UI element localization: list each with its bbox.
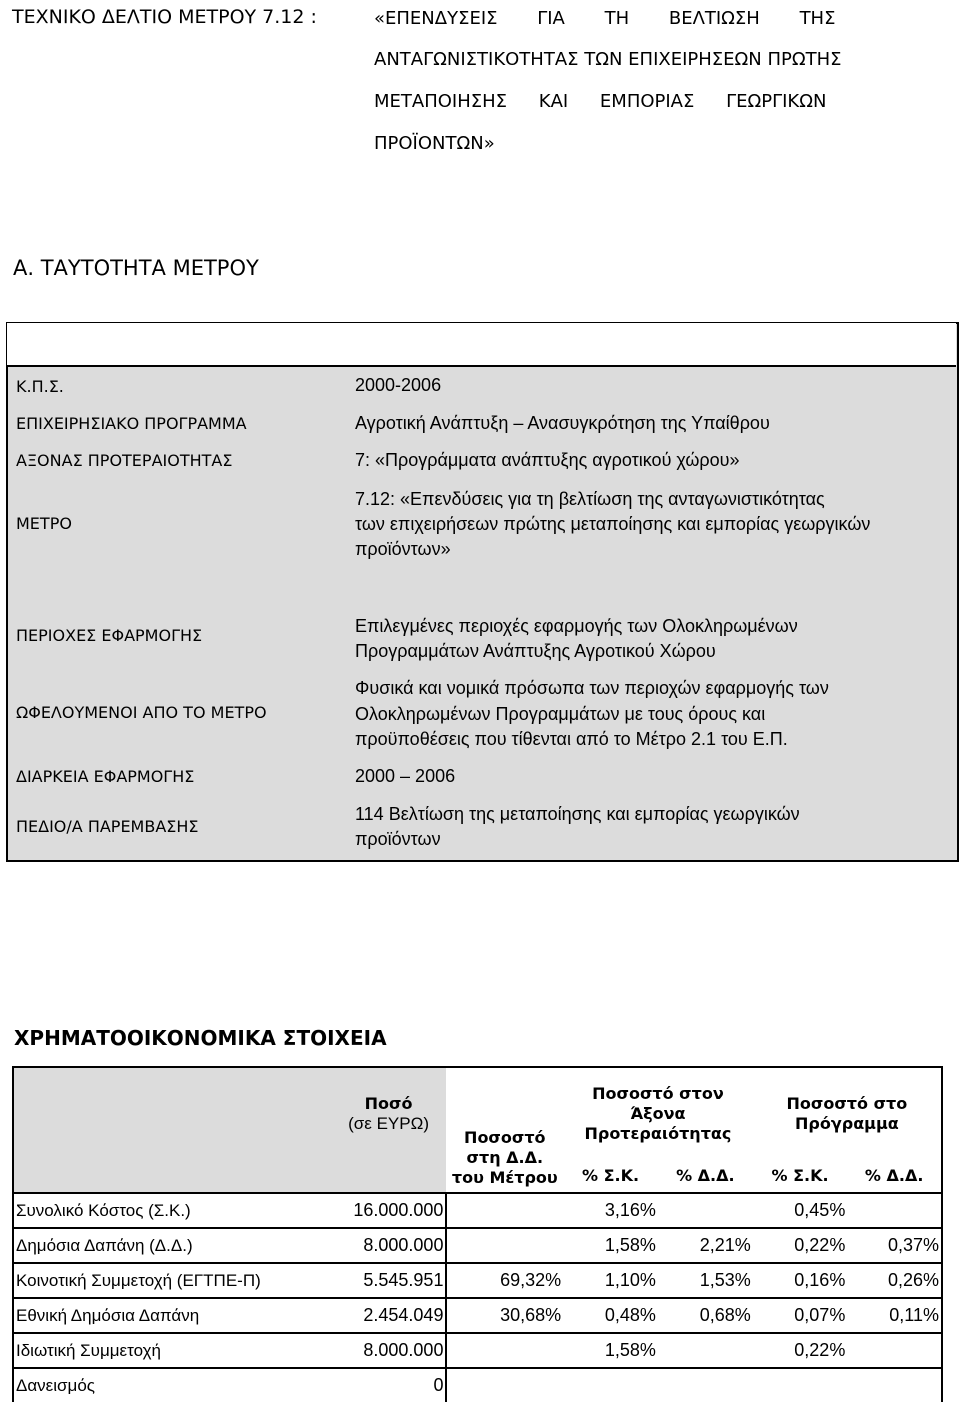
row-amount: 2.454.049 [331,1298,447,1333]
beneficiaries-value-line-1: Φυσικά και νομικά πρόσωπα των περιοχών εφαρμογής των [355,678,829,698]
duration-label: ΔΙΑΡΚΕΙΑ ΕΦΑΡΜΟΓΗΣ [16,767,195,786]
beneficiaries-label: ΩΦΕΛΟΥΜΕΝΟΙ ΑΠΟ ΤΟ ΜΕΤΡΟ [16,703,267,722]
row-axis-sk: 1,58% [563,1333,658,1368]
table-row [13,1263,942,1298]
corner-cell [13,1067,331,1159]
table-row [13,1368,942,1402]
table-row [13,1333,942,1368]
document-title-line-3: ΜΕΤΑΠΟΙΗΣΗΣ ΚΑΙ ΕΜΠΟΡΙΑΣ ΓΕΩΡΓΙΚΩΝ [374,91,827,112]
row-pct-dd [446,1333,563,1368]
row-pct-dd: 69,32% [446,1263,563,1298]
intervention-field-label: ΠΕΔΙΟ/Α ΠΑΡΕΜΒΑΣΗΣ [16,817,199,836]
beneficiaries-value-line-3: προϋποθέσεις που τίθενται από το Μέτρο 2.1 του Ε.Π. [355,729,788,749]
col-axis-header-1: Ποσοστό στον [592,1083,724,1103]
document-title-prefix: ΤΕΧΝΙΚΟ ΔΕΛΤΙΟ ΜΕΤΡΟΥ 7.12 : [12,6,317,28]
row-label: Κοινοτική Συμμετοχή (ΕΓΤΠΕ-Π) [13,1263,331,1298]
col-program-header [753,1067,942,1159]
financial-section-heading: ΧΡΗΜΑΤΟΟΙΚΟΝΟΜΙΚΑ ΣΤΟΙΧΕΙΑ [14,1026,387,1050]
row-axis-sk: 0,48% [563,1298,658,1333]
row-pct-dd [446,1228,563,1263]
row-axis-dd [658,1333,753,1368]
row-axis-dd [658,1368,753,1402]
row-prog-dd: 0,26% [847,1263,942,1298]
sub-axis-dd: % Δ.Δ. [676,1165,735,1185]
row-axis-dd: 1,53% [658,1263,753,1298]
financial-table [12,1066,943,1402]
table-row [13,1193,942,1228]
col-amount-header [331,1067,447,1159]
section-a-heading: Α. ΤΑΥΤΟΤΗΤΑ ΜΕΤΡΟΥ [13,256,259,280]
row-prog-dd: 0,37% [847,1228,942,1263]
areas-value-line-2: Προγραμμάτων Ανάπτυξης Αγροτικού Χώρου [355,641,716,661]
row-axis-dd: 0,68% [658,1298,753,1333]
row-prog-sk: 0,16% [753,1263,848,1298]
col-program-header-1: Ποσοστό στο [786,1093,908,1113]
op-label: ΕΠΙΧΕΙΡΗΣΙΑΚΟ ΠΡΟΓΡΑΜΜΑ [16,414,247,433]
subheader-blank-1 [13,1159,331,1193]
row-amount: 8.000.000 [331,1228,447,1263]
row-prog-dd: 0,11% [847,1298,942,1333]
axis-label: ΑΞΟΝΑΣ ΠΡΟΤΕΡΑΙΟΤΗΤΑΣ [16,451,233,470]
identity-box-top-band [7,323,956,367]
sub-prog-dd: % Δ.Δ. [847,1159,942,1193]
measure-value-line-2: των επιχειρήσεων πρώτης μεταποίησης και εμπορίας γεωργικών [355,514,871,534]
col-axis-header [563,1067,753,1159]
row-prog-sk: 0,22% [753,1228,848,1263]
document-title-line-1 [374,8,884,29]
row-prog-sk [753,1368,848,1402]
row-prog-dd [847,1333,942,1368]
col-pct-dd-header-2: στη Δ.Δ. [466,1148,544,1167]
measure-value-line-3: προϊόντων» [355,539,451,559]
measure-value-line-1: 7.12: «Επενδύσεις για τη βελτίωση της ανταγωνιστικότητας [355,489,825,509]
row-amount: 5.545.951 [331,1263,447,1298]
col-amount-header-2: (σε ΕΥΡΩ) [348,1113,429,1133]
row-prog-sk: 0,22% [753,1333,848,1368]
row-label: Εθνική Δημόσια Δαπάνη [13,1298,331,1333]
col-program-header-2: Πρόγραμμα [795,1113,899,1133]
intervention-field-value-line-1: 114 Βελτίωση της μεταποίησης και εμπορίας γεωργικών [355,804,800,824]
row-axis-sk: 1,10% [563,1263,658,1298]
table-row [13,1298,942,1333]
row-axis-sk [563,1368,658,1402]
col-amount-header-1: Ποσό [364,1093,413,1113]
row-axis-sk: 3,16% [563,1193,658,1228]
row-label: Ιδιωτική Συμμετοχή [13,1333,331,1368]
intervention-field-value-line-2: προϊόντων [355,829,441,849]
kps-label: Κ.Π.Σ. [16,377,64,396]
row-label: Δανεισμός [13,1368,331,1402]
row-prog-sk: 0,07% [753,1298,848,1333]
subheader-blank-2 [331,1159,447,1193]
table-row [13,1228,942,1263]
row-prog-sk: 0,45% [753,1193,848,1228]
areas-label: ΠΕΡΙΟΧΕΣ ΕΦΑΡΜΟΓΗΣ [16,626,203,645]
row-amount: 8.000.000 [331,1333,447,1368]
kps-value: 2000-2006 [355,375,442,395]
row-axis-dd: 2,21% [658,1228,753,1263]
beneficiaries-value-line-2: Ολοκληρωμένων Προγραμμάτων με τους όρους και [355,704,766,724]
row-label: Συνολικό Κόστος (Σ.Κ.) [13,1193,331,1228]
areas-value-line-1: Επιλεγμένες περιοχές εφαρμογής των Ολοκληρωμένων [355,616,798,636]
row-pct-dd [446,1193,563,1228]
document-title-line-2: ΑΝΤΑΓΩΝΙΣΤΙΚΟΤΗΤΑΣ ΤΩΝ ΕΠΙΧΕΙΡΗΣΕΩΝ ΠΡΩΤΗΣ [374,49,842,70]
title-line-1-text: «ΕΠΕΝΔΥΣΕΙΣ ΓΙΑ ΤΗ ΒΕΛΤΙΩΣΗ ΤΗΣ [374,8,836,29]
axis-value: 7: «Προγράμματα ανάπτυξης αγροτικού χώρου» [355,450,740,470]
row-amount: 16.000.000 [331,1193,447,1228]
sub-axis-sk: % Σ.Κ. [581,1165,640,1185]
col-pct-dd-header [446,1067,563,1193]
sub-prog-sk: % Σ.Κ. [771,1165,829,1185]
document-title-line-4: ΠΡΟΪΟΝΤΩΝ» [374,133,495,154]
col-pct-dd-header-3: του Μέτρου [451,1168,558,1187]
col-axis-header-2: Άξονα [630,1103,686,1123]
row-axis-dd [658,1193,753,1228]
row-axis-sk: 1,58% [563,1228,658,1263]
op-value: Αγροτική Ανάπτυξη – Ανασυγκρότηση της Υπαίθρου [355,413,770,433]
row-amount: 0 [331,1368,447,1402]
row-prog-dd [847,1193,942,1228]
row-pct-dd [446,1368,563,1402]
row-prog-dd [847,1368,942,1402]
row-label: Δημόσια Δαπάνη (Δ.Δ.) [13,1228,331,1263]
row-pct-dd: 30,68% [446,1298,563,1333]
col-axis-header-3: Προτεραιότητας [584,1123,732,1143]
col-pct-dd-header-1: Ποσοστό [464,1128,546,1147]
duration-value: 2000 – 2006 [355,766,456,786]
measure-label: ΜΕΤΡΟ [16,514,72,533]
